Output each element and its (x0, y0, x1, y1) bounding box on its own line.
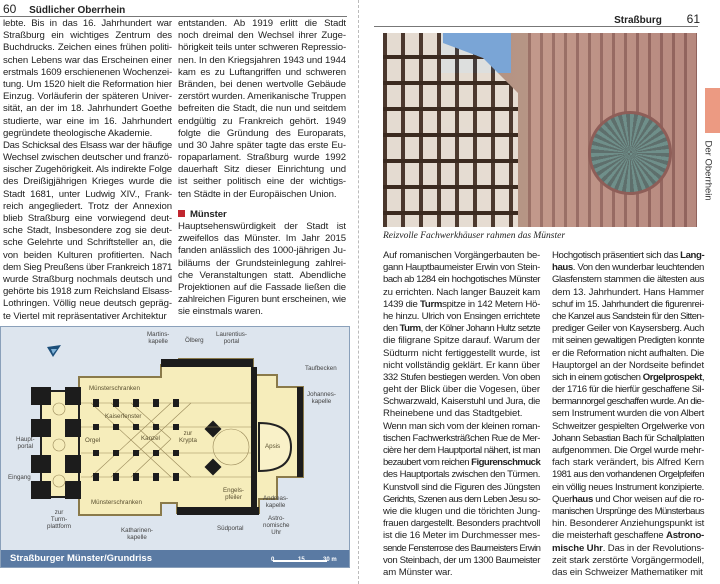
text-line: Hochgotisch präsentiert sich das Lang- (552, 250, 705, 261)
text-line: sischer Zugehörigkeit. Als indirekte Folge (3, 164, 172, 176)
text-line: am Münster war. (383, 566, 453, 578)
left-page (0, 0, 357, 584)
text-column-1 (3, 18, 172, 323)
label-muensterschranken-north: Münsterschranken (89, 385, 140, 392)
text-line: Wechsel zwischen deutscher und franzö- (3, 152, 173, 164)
text-line: Gerichts, Szenen aus dem Leben Jesu so- (383, 493, 540, 505)
text-line: Hauptorgel an der Nordseite befindet (552, 359, 704, 371)
label-taufbecken: Taufbecken (305, 365, 337, 372)
text-line: der 1716 für die hierfür geschaffene Sil- (552, 384, 704, 396)
text-line: studierte, war eine im 16. Jahrhundert (3, 115, 172, 127)
text-line: bermannorgel geschaffen wurde. An die- (552, 396, 704, 408)
text-line: nen. In den Kriegsjahren 1943 und 1944 (178, 54, 346, 66)
running-head: Südlicher Oberrhein (29, 5, 126, 16)
header-rule (0, 16, 347, 17)
text-line: lebte. Bis in das 16. Jahrhundert war (3, 18, 172, 29)
text-line: aufgenommen. Die Orgel wurde mehr- (552, 445, 704, 456)
text-line: entstanden. Ab 1919 erlitt die Stadt (178, 18, 346, 29)
text-line: sich in einem gotischen Orgelprospekt, (552, 371, 704, 383)
text-line: ten Städte in der Europäischen Union. (178, 188, 337, 200)
text-line: Straßburg ein wichtiges Zentrum des (3, 30, 172, 42)
text-line: das ein Schweizer Mathematiker mit (552, 566, 703, 578)
text-line: von Steinbach, der um 1300 Baumeister (383, 554, 540, 566)
text-line: schen Lebens war das Erscheinen einer (3, 54, 172, 66)
text-line: sende Fensterrose des Baumeisters Erwin (383, 542, 541, 554)
text-line: die meisterhaft geschaffene Astrono- (552, 530, 704, 542)
text-line: noch dreimal den Wechsel ihrer Zuge- (178, 30, 346, 42)
section-heading-muenster (178, 209, 346, 221)
text-line: von beiden Kulturen profitierten. Nach (3, 249, 172, 261)
label-katharinenkapelle: Katharinen- kapelle (121, 527, 153, 541)
text-line: Bränden, bei denen wertvolle Gebäude (178, 78, 346, 90)
text-line: tung. Um 1520 hielt die Reformation hier (3, 78, 172, 90)
text-line: ropaparlament. Straßburg wurde 1992 (178, 152, 346, 164)
text-line: wie die klugen und die törichten Jung- (383, 505, 541, 517)
cathedral-floor-plan (0, 326, 350, 568)
label-zur-krypta: zur Krypta (179, 430, 197, 444)
text-line: bach ab 1284 ein hochgotisches Münster (383, 274, 540, 286)
section-marker-icon (178, 210, 185, 217)
text-line: frauen dargestellt. Besonders prachtvoll (383, 518, 541, 530)
text-line: he hinzu. Ulrich von Ensingen errichtete (383, 310, 540, 322)
photo-caption: Reizvolle Fachwerkhäuser rahmen das Münster (383, 231, 566, 241)
label-kanzel: Kanzel (141, 435, 160, 442)
text-line: gegründete theologische Akademie. (3, 127, 153, 139)
text-line: Auf romanischen Vorgängerbauten be- (383, 250, 540, 261)
text-line: erstmals 1609 erschienenen Wochenzei- (3, 66, 172, 78)
text-line: Johann Sebastian Bach für Schallplatten (552, 432, 704, 444)
label-oelberg: Ölberg (185, 337, 204, 344)
scale-end: 30 m (323, 557, 337, 563)
running-head: Straßburg (614, 15, 662, 26)
text-column-2 (178, 18, 346, 319)
text-line: tischen Fachwerksträßchen Rue de Mer- (383, 432, 540, 444)
text-line: und 30 Jahre später tagte das erste Eu- (178, 139, 346, 151)
text-line: Südturm nicht fertiggestellt wurde, ist (383, 347, 540, 359)
text-line: Lothringen. Völlig neue deutsch gepräg- (3, 298, 172, 310)
label-suedportal: Südportal (217, 525, 244, 532)
text-line: er die Reformation nicht aufhalten. Die (552, 347, 705, 359)
text-line: fach stark verändert, bis Alfred Kern (552, 457, 704, 469)
text-line: che Kanzel aus Sandstein für den Sitten- (552, 310, 704, 322)
scale-zero: 0 (271, 557, 275, 563)
text-line: sche Stadt, Insbesondere zog sie deut- (3, 225, 172, 237)
text-line: Projektionen auf die Fassade ließen die (178, 281, 346, 293)
text-line: den Turm, der Kölner Johann Hultz setzte (383, 323, 540, 335)
text-line: die filigrane Spitze darauf. Warum der (383, 335, 540, 347)
text-line: ein völlig neues Instrument konzipierte. (552, 481, 704, 493)
text-line: mit seinen gewaltigen Predigten konnte (552, 335, 705, 347)
text-line: endgültig zu Frankreich gehört. 1949 (178, 115, 346, 127)
label-apsis: Apsis (265, 443, 281, 450)
text-line: ist seither politisch eine der wichtigs- (178, 176, 346, 188)
running-header-right (614, 12, 700, 26)
label-astronomische-uhr: Astro- nomische Uhr (263, 515, 290, 536)
text-column-2 (552, 250, 704, 579)
book-gutter (358, 0, 359, 584)
label-martinskapelle: Martins- kapelle (147, 331, 170, 345)
text-line: Stadt 1681, unter Ludwig XIV., Frank- (3, 188, 172, 200)
text-line: sität, an der im 18. Jahrhundert Goethe (3, 103, 172, 115)
label-hauptportal: Haupt- portal (16, 436, 35, 450)
text-line: sche Gelehrte und Schriftsteller an, die (3, 237, 172, 249)
text-line: kam es zu Luftangriffen und schweren (178, 66, 346, 78)
text-line: biläums der Grundsteinlegung zahlrei- (178, 257, 346, 269)
text-line: mische Uhr. Das in der Revolutions- (552, 542, 705, 554)
text-line: haus. Von den wunderbar leuchtenden (552, 262, 704, 274)
map-caption-bar (1, 550, 349, 567)
text-line: dauerhaft Sitz dieser Einrichtung und (178, 164, 346, 176)
map-caption: Straßburger Münster/Grundriss (10, 553, 152, 564)
text-line: des Dreißigjährigen Krieges wurde die (3, 176, 172, 188)
text-column-1 (383, 250, 540, 579)
text-line: Wenn man sich vom der kleinen roman- (383, 420, 540, 432)
text-line: che Veranstaltungen statt. Abendliche (178, 269, 346, 281)
text-line: sem Instrument wurden die von Albert (552, 408, 705, 420)
text-line: des Hauptportals zwischen den Türmen. (383, 469, 540, 481)
text-line: Buchdrucks. Zeichen eines frühen politi- (3, 42, 172, 54)
text-line: hörigkeit teils unter schweren Repressio- (178, 42, 346, 54)
north-arrow-icon (47, 345, 61, 357)
label-johanneskapelle: Johannes- kapelle (307, 391, 336, 405)
text-line: manischen Ursprünge des Münsterbaus (552, 505, 704, 517)
page-number: 60 (3, 2, 17, 16)
text-line: dem Sieg Preußens über Frankreich 1871 (3, 261, 173, 273)
text-line: Schweitzer gespielten Orgelwerke von (552, 420, 705, 432)
text-line: ist die 16 Meter im Durchmesser mes- (383, 530, 540, 542)
text-line: Einzug. Vorläuferin der späteren Univer- (3, 91, 172, 103)
text-line: schuf im 15. Jahrhundert die figurenrei- (552, 298, 704, 310)
text-line: zeit stark zerstörte Vorgängermodell, (552, 554, 704, 566)
text-line: hin. Besonderer Anziehungspunkt ist (552, 518, 705, 530)
text-line: Das Schicksal des Elsass war der häufige (3, 139, 172, 151)
text-line: zerstört wurden. Amerikanische Truppen (178, 91, 346, 103)
text-line: Glasfenstern stammen die ältesten aus (552, 274, 704, 286)
label-orgel: Orgel (85, 437, 101, 444)
photo-half-timbered-houses-and-cathedral (383, 33, 697, 227)
text-line: wurde Straßburg nochmals deutsch und (3, 273, 172, 285)
text-line: nicht vollständig geklärt. Er kann über (383, 359, 540, 371)
text-line: prediger Geiler von Kaysersberg. Auch (552, 323, 704, 335)
scale-mid: 15 (298, 557, 305, 563)
text-line: 332 Stufen bestiegen werden. Von oben (383, 371, 540, 383)
text-line: te Viertel mit repräsentativer Architektur (3, 310, 167, 322)
text-line: Schwarzwald, Kaiserstuhl und Jura, die (383, 396, 540, 408)
text-line: geht der Blick über die Vogesen, über (383, 384, 540, 396)
text-line: fanden anlässlich des 1000-jährigen Ju- (178, 245, 346, 257)
header-rule (374, 26, 698, 27)
scale-bar (271, 553, 341, 564)
label-kaiserfenster: Kaiserfenster (105, 413, 142, 420)
label-engelspfeiler: Engels- pfeiler (223, 487, 244, 501)
text-line: gehörte bis 1918 zum Reichsland Elsass- (3, 286, 172, 298)
text-line: zweifellos das Münster. Im Jahr 2015 (178, 233, 346, 245)
text-line: blieb Straßburg eine vorwiegend deut- (3, 213, 172, 224)
text-line: gann Hauptbaumeister Erwin von Stein- (383, 262, 540, 274)
text-line: Hauptsehenswürdigkeit der Stadt ist (178, 221, 346, 232)
label-andreaskapelle: Andreas- kapelle (263, 495, 289, 509)
text-line: folgte die Gründung des Europarats, (178, 127, 346, 139)
page-number: 61 (686, 12, 700, 26)
text-line: dem 13. Jahrhundert. Hans Hammer (552, 286, 704, 298)
text-line: cière her dem Hauptportal nähert, ist man (383, 445, 540, 456)
text-line: befreiten die Stadt, die nun und seitdem (178, 103, 346, 115)
text-line: sie einstmals waren. (178, 306, 263, 318)
text-line: Rheinebene und das Stadtgebiet. (383, 408, 523, 420)
chapter-tab-label: Der Oberrhein (702, 140, 714, 201)
text-line: zu errichten. Nach langer Bauzeit kam (383, 286, 541, 298)
text-line: bezaubert vom reichen Figurenschmuck (383, 457, 541, 469)
label-zur-turmplattform: zur Turm- plattform (47, 509, 72, 530)
text-line: 1439 die Turmspitze in 142 Metern Hö- (383, 298, 540, 310)
text-line: zahlreichen Figuren bunt erscheinen, wie (178, 294, 346, 306)
label-laurentiusportal: Laurentius- portal (216, 331, 247, 345)
text-line: reich angegliedert. Trotz der Annexion (3, 200, 172, 212)
label-muensterschranken-south: Münsterschranken (91, 499, 142, 506)
text-line: Querhaus und Chor weisen auf die ro- (552, 493, 704, 505)
chapter-tab (705, 88, 720, 133)
right-page (362, 0, 720, 584)
text-line: Kunstvoll sind die Figuren des Jüngsten (383, 481, 540, 493)
text-line: 1981 aus den vorhandenen Orgelpfeifen (552, 469, 704, 481)
label-eingang: Eingang (8, 474, 31, 481)
running-header-left (3, 2, 125, 16)
section-heading-text: Münster (190, 208, 227, 220)
